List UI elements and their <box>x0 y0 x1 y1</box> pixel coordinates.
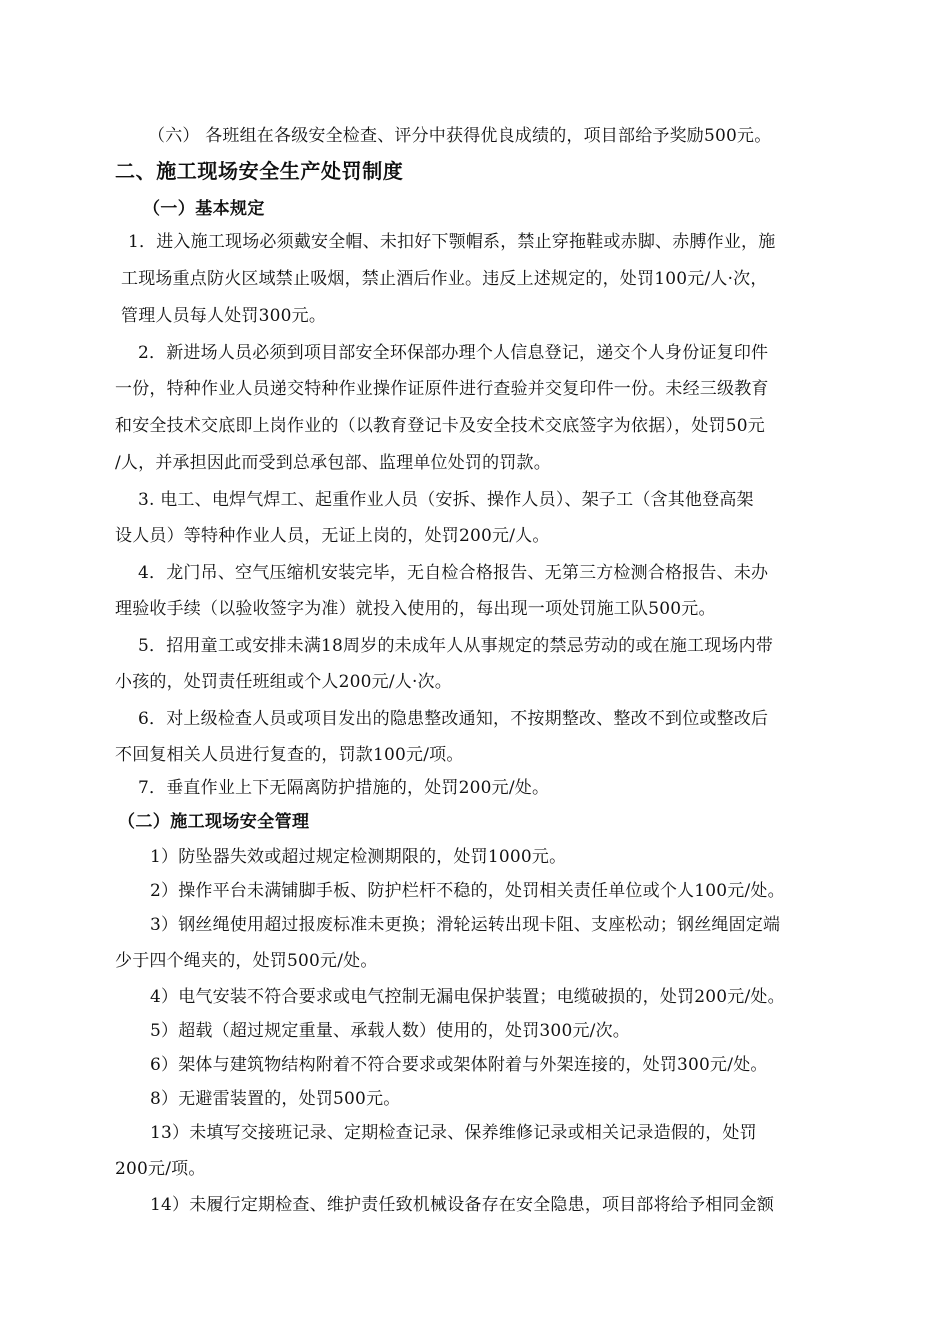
site-rule-3-line-1: 3）钢丝绳使用超过报废标准未更换；滑轮运转出现卡阻、支座松动；钢丝绳固定端 <box>150 915 781 935</box>
rule-3-line-2: 设人员）等特种作业人员，无证上岗的，处罚200元/人。 <box>115 526 550 546</box>
site-rule-2: 2）操作平台未满铺脚手板、防护栏杆不稳的，处罚相关责任单位或个人100元/处。 <box>150 881 785 901</box>
rule-4-line-2: 理验收手续（以验收签字为准）就投入使用的，每出现一项处罚施工队500元。 <box>115 599 716 619</box>
site-rule-13-line-1: 13）未填写交接班记录、定期检查记录、保养维修记录或相关记录造假的，处罚 <box>150 1123 757 1143</box>
rule-2-line-3: 和安全技术交底即上岗作业的（以教育登记卡及安全技术交底签字为依据），处罚50元 <box>115 416 765 436</box>
rule-6-line-2: 不回复相关人员进行复查的，罚款100元/项。 <box>115 745 464 765</box>
site-rule-13-line-2: 200元/项。 <box>115 1159 206 1179</box>
rule-4-line-1: 4．龙门吊、空气压缩机安装完毕，无自检合格报告、无第三方检测合格报告、未办 <box>138 563 769 583</box>
rule-6-line-1: 6．对上级检查人员或项目发出的隐患整改通知，不按期整改、整改不到位或整改后 <box>138 709 769 729</box>
site-rule-6: 6）架体与建筑物结构附着不符合要求或架体附着与外架连接的，处罚300元/处。 <box>150 1055 768 1075</box>
site-rule-1: 1）防坠器失效或超过规定检测期限的，处罚1000元。 <box>150 847 567 867</box>
rule-1-line-1: 1．进入施工现场必须戴安全帽、未扣好下颚帽系，禁止穿拖鞋或赤脚、赤膊作业，施 <box>128 232 776 252</box>
rule-7-line-1: 7．垂直作业上下无隔离防护措施的，处罚200元/处。 <box>138 778 550 798</box>
site-rule-4: 4）电气安装不符合要求或电气控制无漏电保护装置；电缆破损的，处罚200元/处。 <box>150 987 785 1007</box>
subsection-site-management-title: （二）施工现场安全管理 <box>118 812 310 832</box>
section-title: 二、施工现场安全生产处罚制度 <box>115 159 404 183</box>
rule-5-line-1: 5．招用童工或安排未满18周岁的未成年人从事规定的禁忌劳动的或在施工现场内带 <box>138 636 774 656</box>
subsection-basic-rules-title: （一）基本规定 <box>143 199 265 219</box>
rule-2-line-1: 2．新进场人员必须到项目部安全环保部办理个人信息登记，递交个人身份证复印件 <box>138 343 769 363</box>
reward-item-six: （六） 各班组在各级安全检查、评分中获得优良成绩的，项目部给予奖励500元。 <box>148 126 772 146</box>
rule-2-line-4: /人，并承担因此而受到总承包部、监理单位处罚的罚款。 <box>115 453 551 473</box>
site-rule-8: 8）无避雷装置的，处罚500元。 <box>150 1089 401 1109</box>
site-rule-3-line-2: 少于四个绳夹的，处罚500元/处。 <box>115 951 378 971</box>
site-rule-14-line-1: 14）未履行定期检查、维护责任致机械设备存在安全隐患，项目部将给予相同金额 <box>150 1195 775 1215</box>
rule-1-line-3: 管理人员每人处罚300元。 <box>121 306 327 326</box>
rule-5-line-2: 小孩的，处罚责任班组或个人200元/人·次。 <box>115 672 452 692</box>
rule-1-line-2: 工现场重点防火区域禁止吸烟，禁止酒后作业。违反上述规定的，处罚100元/人·次， <box>121 269 768 289</box>
rule-3-line-1: 3. 电工、电焊气焊工、起重作业人员（安拆、操作人员）、架子工（含其他登高架 <box>138 490 754 510</box>
site-rule-5: 5）超载（超过规定重量、承载人数）使用的，处罚300元/次。 <box>150 1021 630 1041</box>
rule-2-line-2: 一份，特种作业人员递交特种作业操作证原件进行查验并交复印件一份。未经三级教育 <box>115 379 769 399</box>
